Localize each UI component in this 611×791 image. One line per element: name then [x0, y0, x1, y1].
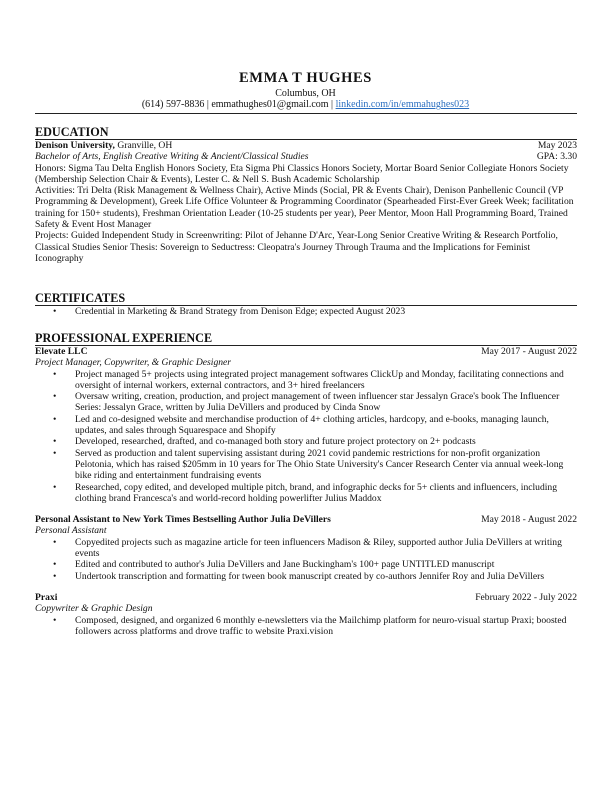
job-header-row: [35, 346, 577, 357]
degree: Bachelor of Arts, English Creative Writing & Ancient/Classical Studies: [35, 151, 309, 163]
education-degree-row: [35, 151, 577, 162]
job-dates: May 2017 - August 2022: [481, 346, 577, 357]
job-header-row: [35, 592, 577, 603]
list-item: • Edited and contributed to author's Julia DeVillers and Jane Buckingham's 100+ page UNTITLED manuscript: [53, 559, 495, 571]
list-item: • Led and co-designed website and merchandise production of 4+ clothing articles, hardcopy, and e-books, managing launch, updates, and sales through Squarespace and Shopify: [53, 413, 549, 437]
experience-title: PROFESSIONAL EXPERIENCE: [35, 331, 577, 346]
certificates-list: [35, 306, 577, 317]
job-role: Project Manager, Copywriter, & Graphic Designer: [35, 357, 232, 369]
bullet-icon: •: [53, 559, 57, 571]
bullet-icon: •: [53, 306, 57, 317]
bullet-icon: •: [53, 614, 57, 626]
bullet-icon: •: [53, 481, 57, 493]
list-item: • Researched, copy edited, and developed multiple pitch, brand, and infographic decks for 5+ clients and influencers, including clothing brand Francesca's and world-record holding powerlifter Julius Maddox: [53, 481, 558, 504]
job-bullets: [35, 615, 577, 638]
bullet-icon: •: [53, 368, 57, 380]
list-item: • Composed, designed, and organized 6 monthly e-newsletters via the Mailchimp platform for neuro-visual startup Praxi; boosted followers across platforms and drove traffic to website Praxi.vision: [53, 614, 567, 637]
education-honors: Honors: Sigma Tau Delta English Honors Society, Eta Sigma Phi Classics Honors Society, Mortar Board Senior Collegiate Honors Society (Membership Selection Chair & Events), Lester C. & Nell S. Bush Academic Scholarship: [35, 162, 569, 185]
education-activities: Activities: Tri Delta (Risk Management & Wellness Chair), Active Minds (Social, PR & Events Chair), Denison Panhellenic Council (VP Programming & Development), Greek Life Office Volunteer & Programming Coordinator (Spearheaded First-Ever Greek Week; facilitation training for 150+ students), Freshman Orientation Leader (10-25 students per year), Peer Mentor, Moon Hall Programming Board, Trained Safety & Event Host Manager: [35, 185, 574, 231]
job-role: Copywriter & Graphic Design: [35, 603, 153, 615]
list-item: • Undertook transcription and formatting for tween book manuscript created by co-authors Jennifer Roy and Julia DeVillers: [53, 570, 545, 582]
list-item: • Credential in Marketing & Brand Strategy from Denison Edge; expected August 2023: [53, 306, 406, 317]
school-name: Denison University,: [35, 140, 115, 151]
contact-line: [0, 99, 611, 110]
candidate-location: Columbus, OH: [275, 88, 336, 99]
education-school-row: [35, 140, 577, 151]
bullet-icon: •: [53, 413, 57, 425]
education-projects: Projects: Guided Independent Study in Screenwriting: Pilot of Jehanne D'Arc, Year-Long Senior Creative Writing & Research Portfolio, Classical Studies Senior Thesis: Sovereign to Seductress: Cleopatra's Journey Through Trauma and the Implications for Feminist Iconography: [35, 230, 558, 264]
graduation-date: May 2023: [537, 140, 577, 151]
bullet-icon: •: [53, 570, 57, 582]
candidate-name: EMMA T HUGHES: [239, 70, 372, 86]
job-bullets: [35, 537, 577, 582]
certificates-title: CERTIFICATES: [35, 291, 577, 306]
job-dates: May 2018 - August 2022: [481, 514, 577, 526]
certificates-section: [35, 291, 577, 317]
job-company: Praxi: [35, 591, 58, 603]
job-bullets: [35, 369, 577, 505]
job-dates: February 2022 - July 2022: [475, 591, 577, 603]
list-item: • Served as production and talent supervising assistant during 2021 covid pandemic restrictions for non-profit organization Pelotonia, which has raised $205mm in 10 years for The Ohio State University's Cancer Research Center via annual week-long bike riding and entertainment fundraising events: [53, 447, 564, 482]
list-item: • Developed, researched, drafted, and co-managed both story and future project protectory on 2+ podcasts: [53, 436, 476, 448]
list-item: • Copyedited projects such as magazine article for teen influencers Madison & Riley, supported author Julia DeVillers at writing events: [53, 536, 562, 560]
linkedin-link[interactable]: linkedin.com/in/emmahughes023: [335, 99, 470, 110]
job-entry: [35, 346, 577, 504]
bullet-icon: •: [53, 536, 57, 548]
job-entry: [35, 592, 577, 637]
experience-section: [35, 331, 577, 637]
bullet-icon: •: [53, 447, 57, 459]
job-company: Personal Assistant to New York Times Bestselling Author Julia DeVillers: [35, 514, 331, 526]
school-location: Granville, OH: [114, 140, 173, 151]
job-header-row: [35, 514, 577, 525]
education-title: EDUCATION: [35, 125, 577, 140]
education-section: [35, 125, 577, 264]
header-divider: [35, 113, 577, 114]
list-item: • Oversaw writing, creation, production, and project management of tween influencer star Jessalyn Grace's book The Influencer Series: Jessalyn Grace, written by Julia DeVillers and produced by Cinda Snow: [53, 391, 560, 414]
contact-phone-email: (614) 597-8836 | emmathughes01@gmail.com |: [141, 99, 336, 110]
list-item: • Project managed 5+ projects using integrated project management softwares ClickUp and Monday, facilitating connections and oversight of internal workers, external contractors, and 3+ hired freelancers: [53, 368, 564, 391]
bullet-icon: •: [53, 436, 57, 448]
bullet-icon: •: [53, 391, 57, 403]
job-entry: [35, 514, 577, 582]
gpa: GPA: 3.30: [536, 151, 577, 163]
job-company: Elevate LLC: [35, 346, 88, 357]
job-role: Personal Assistant: [35, 525, 107, 537]
